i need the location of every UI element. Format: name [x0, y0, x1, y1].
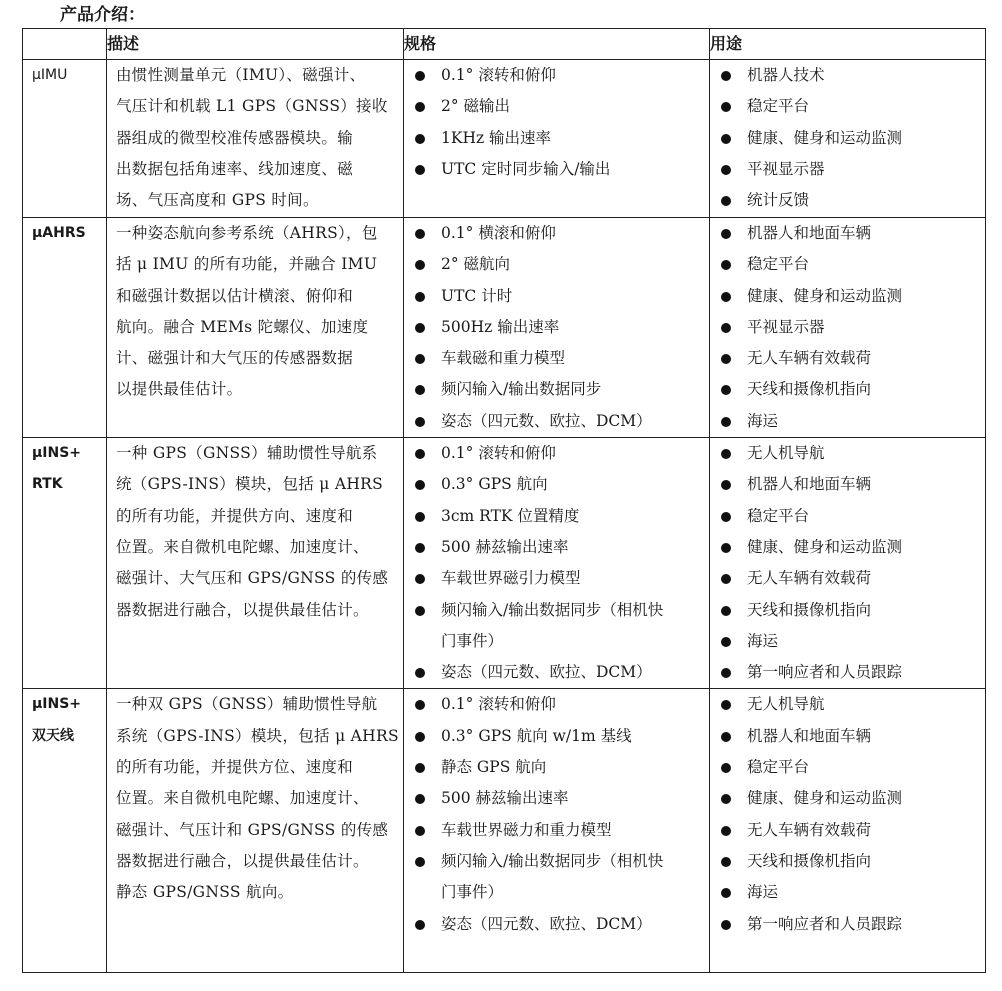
spec-list — [404, 60, 709, 185]
product-name: μINS+ — [32, 696, 82, 713]
spec-text: UTC 计时 — [441, 286, 513, 305]
spec-text: 3cm RTK 位置精度 — [441, 506, 580, 525]
description-line: 一种姿态航向参考系统（AHRS），包 — [116, 224, 378, 242]
spec-text: UTC 定时同步输入/输出 — [441, 159, 611, 178]
bullet-icon — [721, 385, 731, 395]
usage-text: 机器人和地面车辆 — [747, 475, 872, 494]
bullet-icon — [415, 292, 425, 302]
bullet-icon — [721, 700, 731, 710]
list-item — [710, 91, 985, 122]
usage-text: 平视显示器 — [747, 159, 825, 178]
list-item — [404, 374, 709, 405]
list-item — [710, 281, 985, 312]
spec-text: 频闪输入/输出数据同步（相机快 — [441, 851, 664, 870]
spec-text: 0.1° 横滚和俯仰 — [441, 224, 556, 242]
list-item — [710, 532, 985, 563]
list-item — [710, 626, 985, 657]
description-line: 器数据进行融合，以提供最佳估计。 — [116, 600, 369, 619]
bullet-icon — [721, 763, 731, 773]
spec-text: 500 赫兹输出速率 — [441, 789, 569, 808]
usage-text: 第一响应者和人员跟踪 — [747, 663, 903, 682]
list-item — [404, 91, 709, 122]
bullet-icon — [721, 354, 731, 364]
table-header-row — [23, 29, 986, 60]
list-item — [404, 343, 709, 374]
spec-text: 0.1° 滚转和俯仰 — [441, 66, 556, 84]
list-item — [404, 721, 709, 752]
list-item — [710, 783, 985, 814]
spec-text: 0.1° 滚转和俯仰 — [441, 444, 556, 463]
description-line: 以提供最佳估计。 — [116, 380, 243, 399]
bullet-icon — [415, 323, 425, 333]
header-description: 描述 — [107, 29, 404, 60]
list-item — [404, 846, 709, 909]
bullet-icon — [721, 794, 731, 804]
bullet-icon — [721, 71, 731, 81]
list-item — [404, 249, 709, 280]
usage-cell — [710, 218, 986, 438]
bullet-icon — [721, 292, 731, 302]
product-name: μIMU — [32, 67, 68, 83]
spec-text: 静态 GPS 航向 — [441, 758, 547, 777]
bullet-icon — [415, 543, 425, 553]
usage-list — [710, 218, 985, 437]
spec-text: 2° 磁航向 — [441, 255, 511, 274]
table-row — [23, 60, 986, 218]
product-name: 双天线 — [32, 727, 74, 744]
bullet-icon — [721, 888, 731, 898]
list-item — [710, 406, 985, 437]
spec-text: 1KHz 输出速率 — [441, 128, 552, 147]
document-title: 产品介绍： — [60, 5, 145, 25]
list-item — [404, 689, 709, 720]
description-cell — [107, 689, 404, 973]
bullet-icon — [721, 480, 731, 490]
usage-text: 稳定平台 — [747, 97, 810, 116]
bullet-icon — [721, 260, 731, 270]
bullet-icon — [721, 512, 731, 522]
bullet-icon — [415, 134, 425, 144]
description-line: 场、气压高度和 GPS 时间。 — [116, 191, 319, 210]
usage-list — [710, 438, 985, 688]
description-line: 计、磁强计和大气压的传感器数据 — [116, 349, 354, 368]
spec-text: 车载世界磁引力模型 — [441, 569, 581, 588]
bullet-icon — [415, 574, 425, 584]
bullet-icon — [721, 920, 731, 930]
bullet-icon — [721, 668, 731, 678]
list-item — [710, 752, 985, 783]
usage-text: 健康、健身和运动监测 — [747, 537, 903, 556]
description-line: 系统（GPS-INS）模块，包括 μ AHRS — [116, 726, 399, 745]
spec-text: 0.3° GPS 航向 w/1m 基线 — [441, 726, 632, 745]
spec-text: 车载世界磁力和重力模型 — [441, 820, 612, 839]
description-line: 一种双 GPS（GNSS）辅助惯性导航 — [116, 695, 378, 714]
table-row — [23, 689, 986, 973]
header-usage: 用途 — [710, 29, 986, 60]
spec-text: 车载磁和重力模型 — [441, 349, 566, 368]
list-item — [404, 563, 709, 594]
list-item — [710, 689, 985, 720]
description-line: 的所有功能，并提供方向、速度和 — [116, 506, 354, 525]
bullet-icon — [721, 165, 731, 175]
bullet-icon — [415, 165, 425, 175]
list-item — [404, 752, 709, 783]
usage-text: 健康、健身和运动监测 — [747, 789, 903, 808]
description-line: 括 μ IMU 的所有功能，并融合 IMU — [116, 255, 378, 274]
description-cell — [107, 60, 404, 218]
bullet-icon — [415, 857, 425, 867]
usage-cell — [710, 60, 986, 218]
description-cell — [107, 438, 404, 689]
usage-text: 海运 — [747, 631, 779, 650]
usage-text: 稳定平台 — [747, 255, 810, 274]
usage-text: 机器人和地面车辆 — [747, 726, 872, 745]
list-item — [710, 343, 985, 374]
spec-text-continued: 门事件） — [441, 631, 504, 650]
usage-text: 无人机导航 — [747, 444, 825, 463]
bullet-icon — [721, 102, 731, 112]
bullet-icon — [415, 826, 425, 836]
table-row — [23, 218, 986, 438]
spec-text: 2° 磁输出 — [441, 97, 511, 116]
list-item — [404, 218, 709, 249]
list-item — [404, 657, 709, 688]
product-name: μINS+ — [32, 445, 82, 462]
usage-text: 稳定平台 — [747, 506, 810, 525]
bullet-icon — [415, 512, 425, 522]
usage-text: 机器人和地面车辆 — [747, 224, 872, 242]
header-name — [23, 29, 107, 60]
list-item — [710, 877, 985, 908]
usage-text: 无人车辆有效载荷 — [747, 820, 872, 839]
list-item — [404, 281, 709, 312]
description-line: 磁强计、气压计和 GPS/GNSS 的传感 — [116, 820, 389, 839]
list-item — [710, 154, 985, 185]
product-name-cell — [23, 438, 107, 689]
bullet-icon — [415, 606, 425, 616]
bullet-icon — [415, 700, 425, 710]
description-line: 统（GPS-INS）模块，包括 μ AHRS — [116, 475, 384, 494]
usage-text: 平视显示器 — [747, 317, 825, 336]
list-item — [710, 469, 985, 500]
list-item — [404, 783, 709, 814]
list-item — [710, 60, 985, 91]
product-name-cell — [23, 689, 107, 973]
usage-text: 健康、健身和运动监测 — [747, 286, 903, 305]
usage-text: 天线和摄像机指向 — [747, 380, 872, 399]
description-line: 航向。融合 MEMs 陀螺仪、加速度 — [116, 317, 369, 336]
list-item — [710, 249, 985, 280]
list-item — [710, 438, 985, 469]
spec-text-continued: 门事件） — [441, 883, 504, 902]
product-name: RTK — [32, 476, 63, 493]
usage-cell — [710, 689, 986, 973]
usage-text: 统计反馈 — [747, 191, 810, 210]
spec-text: 500Hz 输出速率 — [441, 317, 560, 336]
usage-text: 无人机导航 — [747, 695, 825, 714]
bullet-icon — [721, 543, 731, 553]
bullet-icon — [721, 229, 731, 239]
usage-text: 无人车辆有效载荷 — [747, 349, 872, 368]
bullet-icon — [721, 323, 731, 333]
usage-text: 第一响应者和人员跟踪 — [747, 914, 903, 933]
list-item — [404, 501, 709, 532]
list-item — [404, 815, 709, 846]
bullet-icon — [415, 260, 425, 270]
bullet-icon — [415, 668, 425, 678]
list-item — [404, 154, 709, 185]
bullet-icon — [721, 449, 731, 459]
list-item — [710, 595, 985, 626]
bullet-icon — [721, 417, 731, 427]
description-line: 位置。来自微机电陀螺、加速度计、 — [116, 537, 369, 556]
list-item — [404, 60, 709, 91]
product-name: μAHRS — [32, 225, 86, 241]
usage-text: 天线和摄像机指向 — [747, 600, 872, 619]
description-cell — [107, 218, 404, 438]
bullet-icon — [721, 857, 731, 867]
product-name-cell — [23, 60, 107, 218]
list-item — [404, 909, 709, 940]
list-item — [404, 532, 709, 563]
spec-text: 500 赫兹输出速率 — [441, 537, 569, 556]
usage-text: 机器人技术 — [747, 66, 825, 84]
spec-text: 姿态（四元数、欧拉、DCM） — [441, 663, 652, 682]
bullet-icon — [415, 763, 425, 773]
list-item — [710, 721, 985, 752]
bullet-icon — [415, 71, 425, 81]
spec-text: 姿态（四元数、欧拉、DCM） — [441, 914, 652, 933]
list-item — [710, 123, 985, 154]
list-item — [710, 846, 985, 877]
description-line: 静态 GPS/GNSS 航向。 — [116, 883, 294, 902]
bullet-icon — [415, 417, 425, 427]
usage-cell — [710, 438, 986, 689]
description-line: 由惯性测量单元（IMU）、磁强计、 — [116, 66, 366, 84]
list-item — [710, 815, 985, 846]
list-item — [710, 374, 985, 405]
list-item — [404, 438, 709, 469]
description-line: 一种 GPS（GNSS）辅助惯性导航系 — [116, 444, 378, 463]
description-line: 器数据进行融合，以提供最佳估计。 — [116, 851, 369, 870]
product-name-cell — [23, 218, 107, 438]
bullet-icon — [415, 794, 425, 804]
bullet-icon — [721, 637, 731, 647]
usage-text: 天线和摄像机指向 — [747, 851, 872, 870]
description-line: 的所有功能，并提供方位、速度和 — [116, 758, 354, 777]
spec-text: 频闪输入/输出数据同步 — [441, 380, 602, 399]
description-line: 器组成的微型校准传感器模块。输 — [116, 128, 354, 147]
product-table — [22, 28, 986, 973]
list-item — [404, 469, 709, 500]
usage-list — [710, 689, 985, 939]
spec-text: 姿态（四元数、欧拉、DCM） — [441, 411, 652, 430]
header-specification: 规格 — [404, 29, 710, 60]
list-item — [710, 909, 985, 940]
usage-list — [710, 60, 985, 216]
bullet-icon — [721, 606, 731, 616]
description-line: 气压计和机载 L1 GPS（GNSS）接收 — [116, 97, 388, 116]
bullet-icon — [721, 196, 731, 206]
list-item — [710, 501, 985, 532]
table-row — [23, 438, 986, 689]
list-item — [710, 185, 985, 216]
spec-list — [404, 689, 709, 939]
spec-cell — [404, 689, 710, 973]
description-line: 磁强计、大气压和 GPS/GNSS 的传感 — [116, 569, 389, 588]
spec-list — [404, 218, 709, 437]
usage-text: 稳定平台 — [747, 758, 810, 777]
bullet-icon — [415, 102, 425, 112]
bullet-icon — [415, 920, 425, 930]
bullet-icon — [415, 480, 425, 490]
bullet-icon — [721, 826, 731, 836]
list-item — [710, 218, 985, 249]
spec-text: 频闪输入/输出数据同步（相机快 — [441, 600, 664, 619]
bullet-icon — [415, 385, 425, 395]
bullet-icon — [721, 574, 731, 584]
list-item — [404, 312, 709, 343]
spec-cell — [404, 60, 710, 218]
list-item — [710, 312, 985, 343]
description-line: 和磁强计数据以估计横滚、俯仰和 — [116, 286, 354, 305]
usage-text: 海运 — [747, 411, 779, 430]
bullet-icon — [415, 354, 425, 364]
usage-text: 海运 — [747, 883, 779, 902]
list-item — [404, 406, 709, 437]
list-item — [710, 657, 985, 688]
spec-text: 0.3° GPS 航向 — [441, 475, 548, 494]
spec-text: 0.1° 滚转和俯仰 — [441, 695, 556, 714]
description-line: 位置。来自微机电陀螺、加速度计、 — [116, 789, 369, 808]
usage-text: 无人车辆有效载荷 — [747, 569, 872, 588]
bullet-icon — [415, 229, 425, 239]
usage-text: 健康、健身和运动监测 — [747, 128, 903, 147]
spec-cell — [404, 218, 710, 438]
bullet-icon — [415, 732, 425, 742]
list-item — [404, 595, 709, 658]
spec-list — [404, 438, 709, 688]
bullet-icon — [721, 134, 731, 144]
bullet-icon — [415, 449, 425, 459]
bullet-icon — [721, 732, 731, 742]
spec-cell — [404, 438, 710, 689]
list-item — [710, 563, 985, 594]
description-line: 出数据包括角速率、线加速度、磁 — [116, 159, 354, 178]
list-item — [404, 123, 709, 154]
